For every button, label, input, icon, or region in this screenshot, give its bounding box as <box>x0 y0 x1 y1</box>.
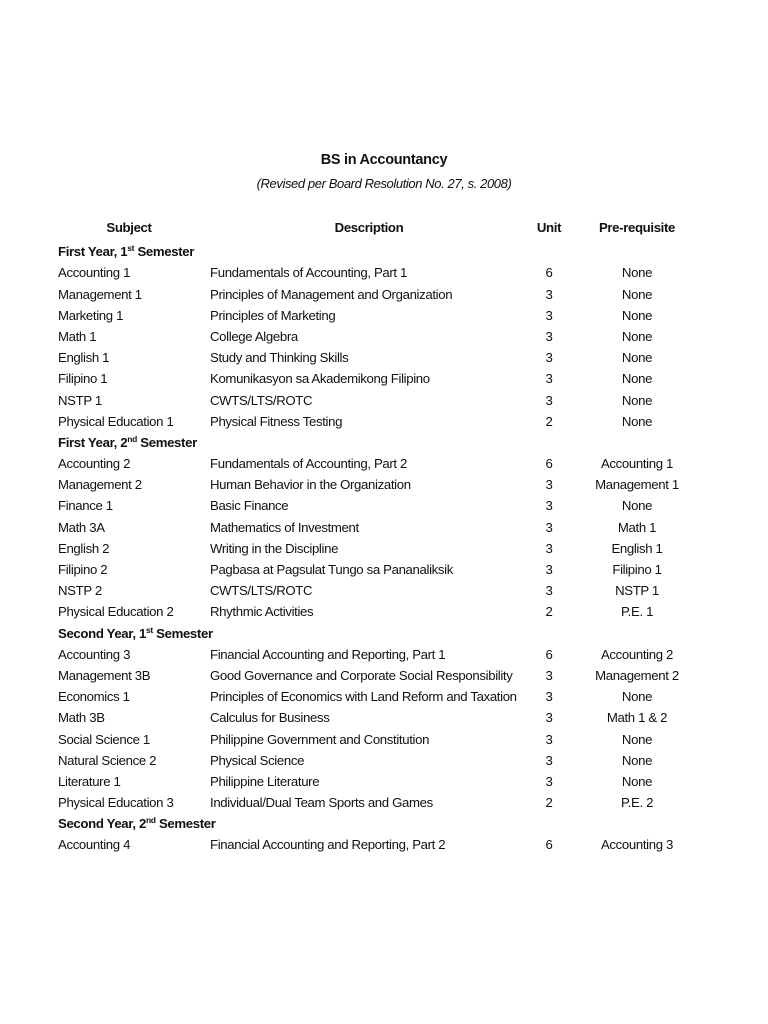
course-unit: 2 <box>545 413 553 429</box>
course-subject: Math 3B <box>58 710 105 726</box>
semester-year-label: First Year, 2 <box>58 434 128 450</box>
course-subject: Math 3A <box>58 519 105 535</box>
course-prerequisite: Management 1 <box>595 477 679 493</box>
unit-column-header: Unit <box>536 220 562 235</box>
subject-column-header: Subject <box>106 220 152 235</box>
course-description: Writing in the Discipline <box>210 540 339 556</box>
course-prerequisite: P.E. 2 <box>620 795 654 811</box>
course-unit: 3 <box>545 371 553 387</box>
course-subject: Literature 1 <box>58 773 121 789</box>
course-subject: Finance 1 <box>58 498 113 514</box>
ordinal-suffix: st <box>145 624 153 635</box>
course-description: Human Behavior in the Organization <box>210 477 411 493</box>
course-row <box>0 305 768 326</box>
course-subject: Physical Education 3 <box>58 795 174 811</box>
course-unit: 3 <box>545 392 553 408</box>
ordinal-suffix: nd <box>145 815 156 826</box>
course-description: Philippine Literature <box>210 773 320 789</box>
description-column-header: Description <box>334 220 404 235</box>
course-row <box>0 750 768 771</box>
semester-word: Semester <box>155 816 216 832</box>
course-prerequisite: Filipino 1 <box>612 562 662 577</box>
course-prerequisite: None <box>621 307 653 323</box>
course-description: CWTS/LTS/ROTC <box>210 392 313 408</box>
semester-heading <box>0 623 768 644</box>
course-unit: 3 <box>545 498 553 514</box>
course-prerequisite: None <box>621 773 653 789</box>
course-row <box>0 347 768 368</box>
curriculum-table <box>0 220 768 856</box>
course-description: Financial Accounting and Reporting, Part 2 <box>210 837 446 853</box>
course-subject: Marketing 1 <box>58 307 124 323</box>
course-subject: Management 1 <box>58 286 142 302</box>
prerequisite-column-header: Pre-requisite <box>598 220 676 235</box>
course-prerequisite: Math 1 & 2 <box>606 710 668 726</box>
course-prerequisite: None <box>621 392 653 408</box>
course-description: Principles of Marketing <box>210 307 336 323</box>
course-description: Principles of Economics with Land Reform and Taxation <box>210 689 517 705</box>
course-row <box>0 686 768 707</box>
semester-heading-label <box>58 816 216 832</box>
document-subtitle: (Revised per Board Resolution No. 27, s. 2008) <box>256 176 512 191</box>
course-unit: 3 <box>545 731 553 747</box>
course-description: Physical Science <box>210 752 305 768</box>
course-unit: 3 <box>545 307 553 323</box>
course-row <box>0 601 768 622</box>
course-description: Principles of Management and Organization <box>210 286 453 302</box>
course-prerequisite: None <box>621 731 653 747</box>
course-subject: Filipino 2 <box>58 562 108 577</box>
course-prerequisite: Accounting 3 <box>600 837 674 853</box>
course-prerequisite: Management 2 <box>595 667 679 683</box>
course-subject: English 1 <box>58 350 110 366</box>
course-unit: 3 <box>545 752 553 768</box>
course-unit: 3 <box>545 583 553 599</box>
semester-word: Semester <box>136 434 197 450</box>
course-subject: Economics 1 <box>58 689 130 705</box>
course-prerequisite: None <box>621 752 653 768</box>
table-header-row <box>0 220 768 241</box>
course-description: Financial Accounting and Reporting, Part 1 <box>210 646 446 662</box>
course-unit: 3 <box>545 350 553 366</box>
course-description: Individual/Dual Team Sports and Games <box>210 795 433 811</box>
course-description: Calculus for Business <box>210 710 330 726</box>
course-unit: 3 <box>545 540 553 556</box>
ordinal-suffix: st <box>127 243 135 254</box>
course-unit: 3 <box>545 477 553 493</box>
course-row <box>0 792 768 813</box>
course-subject: Accounting 1 <box>58 265 131 281</box>
course-unit: 3 <box>545 710 553 726</box>
semester-year-label: Second Year, 1 <box>58 625 146 641</box>
course-subject: Social Science 1 <box>58 731 150 747</box>
semester-heading-label <box>58 435 197 451</box>
course-row <box>0 262 768 283</box>
course-description: Fundamentals of Accounting, Part 1 <box>210 265 408 281</box>
course-prerequisite: None <box>621 413 653 429</box>
course-unit: 3 <box>545 773 553 789</box>
course-row <box>0 368 768 389</box>
course-row <box>0 474 768 495</box>
course-unit: 6 <box>545 456 553 472</box>
course-description: Philippine Government and Constitution <box>210 731 430 747</box>
semester-heading-label <box>58 626 213 642</box>
course-prerequisite: English 1 <box>611 540 663 556</box>
course-subject: NSTP 1 <box>58 392 102 408</box>
course-row <box>0 453 768 474</box>
course-prerequisite: None <box>621 498 653 514</box>
semester-heading <box>0 813 768 834</box>
course-prerequisite: None <box>621 328 653 344</box>
document-title: BS in Accountancy <box>320 152 448 168</box>
course-description: CWTS/LTS/ROTC <box>210 583 313 599</box>
course-description: Basic Finance <box>210 498 289 514</box>
course-row <box>0 729 768 750</box>
semester-heading <box>0 432 768 453</box>
course-row <box>0 495 768 516</box>
course-subject: NSTP 2 <box>58 583 102 599</box>
semester-word: Semester <box>134 244 195 260</box>
table-body <box>0 241 768 855</box>
course-unit: 2 <box>545 604 553 620</box>
course-unit: 2 <box>545 795 553 811</box>
course-subject: Math 1 <box>58 328 97 344</box>
course-prerequisite: NSTP 1 <box>615 583 659 599</box>
course-subject: Physical Education 1 <box>58 413 174 429</box>
course-unit: 3 <box>545 562 553 577</box>
course-row <box>0 771 768 792</box>
course-row <box>0 834 768 855</box>
course-prerequisite: Accounting 2 <box>600 646 674 662</box>
course-row <box>0 411 768 432</box>
course-subject: Management 2 <box>58 477 142 493</box>
semester-heading <box>0 241 768 262</box>
course-prerequisite: P.E. 1 <box>620 604 654 620</box>
course-row <box>0 559 768 580</box>
course-description: Fundamentals of Accounting, Part 2 <box>210 456 408 472</box>
course-description: Study and Thinking Skills <box>210 350 349 366</box>
course-subject: Accounting 4 <box>58 837 131 853</box>
course-row <box>0 284 768 305</box>
course-description: Rhythmic Activities <box>210 604 314 620</box>
course-subject: Physical Education 2 <box>58 604 174 620</box>
course-description: Physical Fitness Testing <box>210 413 343 429</box>
course-description: Pagbasa at Pagsulat Tungo sa Pananaliksik <box>210 562 453 577</box>
course-unit: 6 <box>545 837 553 853</box>
course-row <box>0 644 768 665</box>
course-row <box>0 517 768 538</box>
semester-year-label: First Year, 1 <box>58 244 128 260</box>
course-subject: Management 3B <box>58 667 151 683</box>
course-description: Komunikasyon sa Akademikong Filipino <box>210 371 430 387</box>
course-row <box>0 390 768 411</box>
course-prerequisite: Math 1 <box>617 519 657 535</box>
semester-word: Semester <box>152 625 213 641</box>
course-description: Good Governance and Corporate Social Responsibility <box>210 667 513 683</box>
course-unit: 3 <box>545 689 553 705</box>
course-subject: Natural Science 2 <box>58 752 157 768</box>
course-row <box>0 580 768 601</box>
ordinal-suffix: nd <box>127 433 137 444</box>
semester-year-label: Second Year, 2 <box>58 816 146 832</box>
course-row <box>0 707 768 728</box>
course-subject: English 2 <box>58 540 110 556</box>
course-unit: 6 <box>545 265 553 281</box>
course-unit: 3 <box>545 286 553 302</box>
course-prerequisite: None <box>621 350 653 366</box>
course-description: Mathematics of Investment <box>210 519 359 535</box>
course-prerequisite: Accounting 1 <box>600 456 674 472</box>
course-prerequisite: None <box>621 286 653 302</box>
course-prerequisite: None <box>621 265 653 281</box>
course-row <box>0 326 768 347</box>
course-prerequisite: None <box>621 371 653 387</box>
course-subject: Accounting 3 <box>58 646 131 662</box>
course-unit: 3 <box>545 519 553 535</box>
course-description: College Algebra <box>210 328 298 344</box>
course-unit: 6 <box>545 646 553 662</box>
semester-heading-label <box>58 244 194 260</box>
course-subject: Filipino 1 <box>58 371 108 387</box>
course-unit: 3 <box>545 328 553 344</box>
course-prerequisite: None <box>621 689 653 705</box>
course-row <box>0 538 768 559</box>
course-row <box>0 665 768 686</box>
course-subject: Accounting 2 <box>58 456 131 472</box>
course-unit: 3 <box>545 667 553 683</box>
